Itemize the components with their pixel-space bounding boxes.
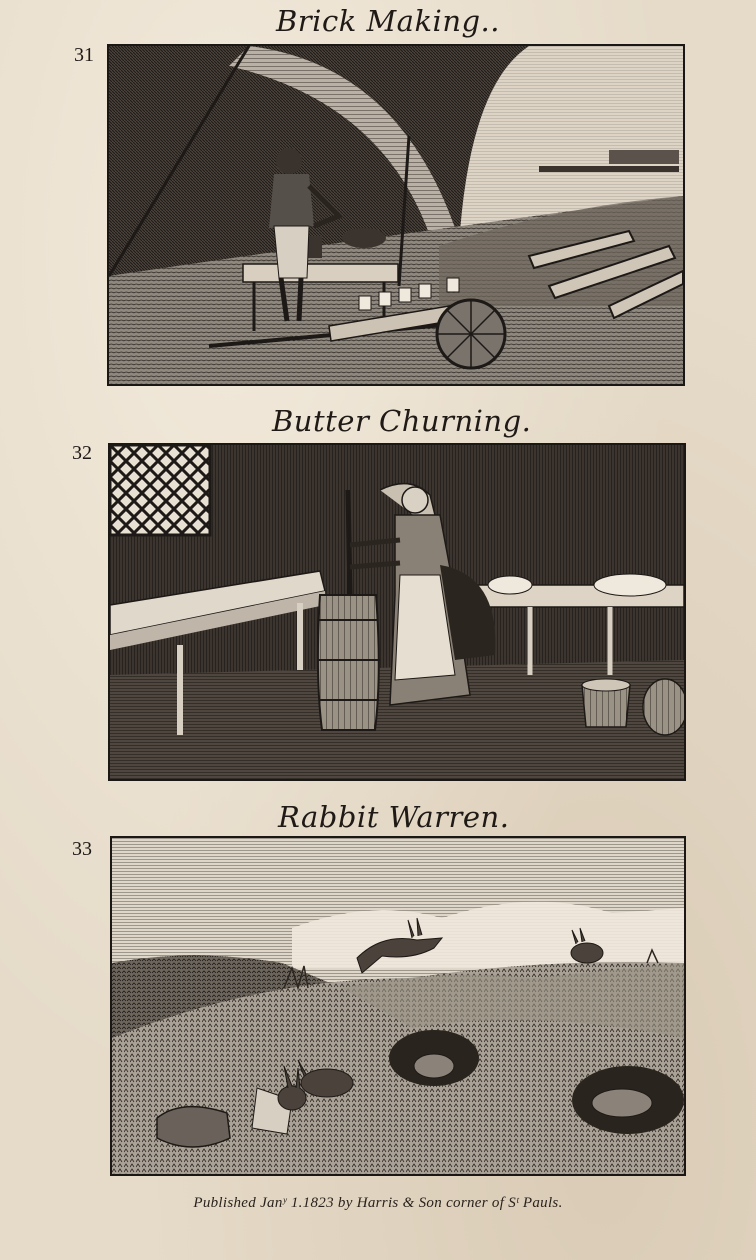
plate-title-rabbit-warren: Rabbit Warren. — [278, 800, 510, 834]
plate-title-brick-making: Brick Making.. — [276, 4, 500, 38]
plate-number-32: 32 — [72, 442, 92, 464]
engraving-rabbit-warren — [110, 836, 686, 1176]
plate-number-31: 31 — [74, 44, 94, 66]
plate-number-33: 33 — [72, 838, 92, 860]
engraving-butter-churning — [108, 443, 686, 781]
plate-title-butter-churning: Butter Churning. — [272, 404, 532, 438]
engraving-brick-making — [107, 44, 685, 386]
publisher-imprint: Published Janʸ 1.1823 by Harris & Son corner of Sᵗ Pauls. — [193, 1195, 563, 1211]
